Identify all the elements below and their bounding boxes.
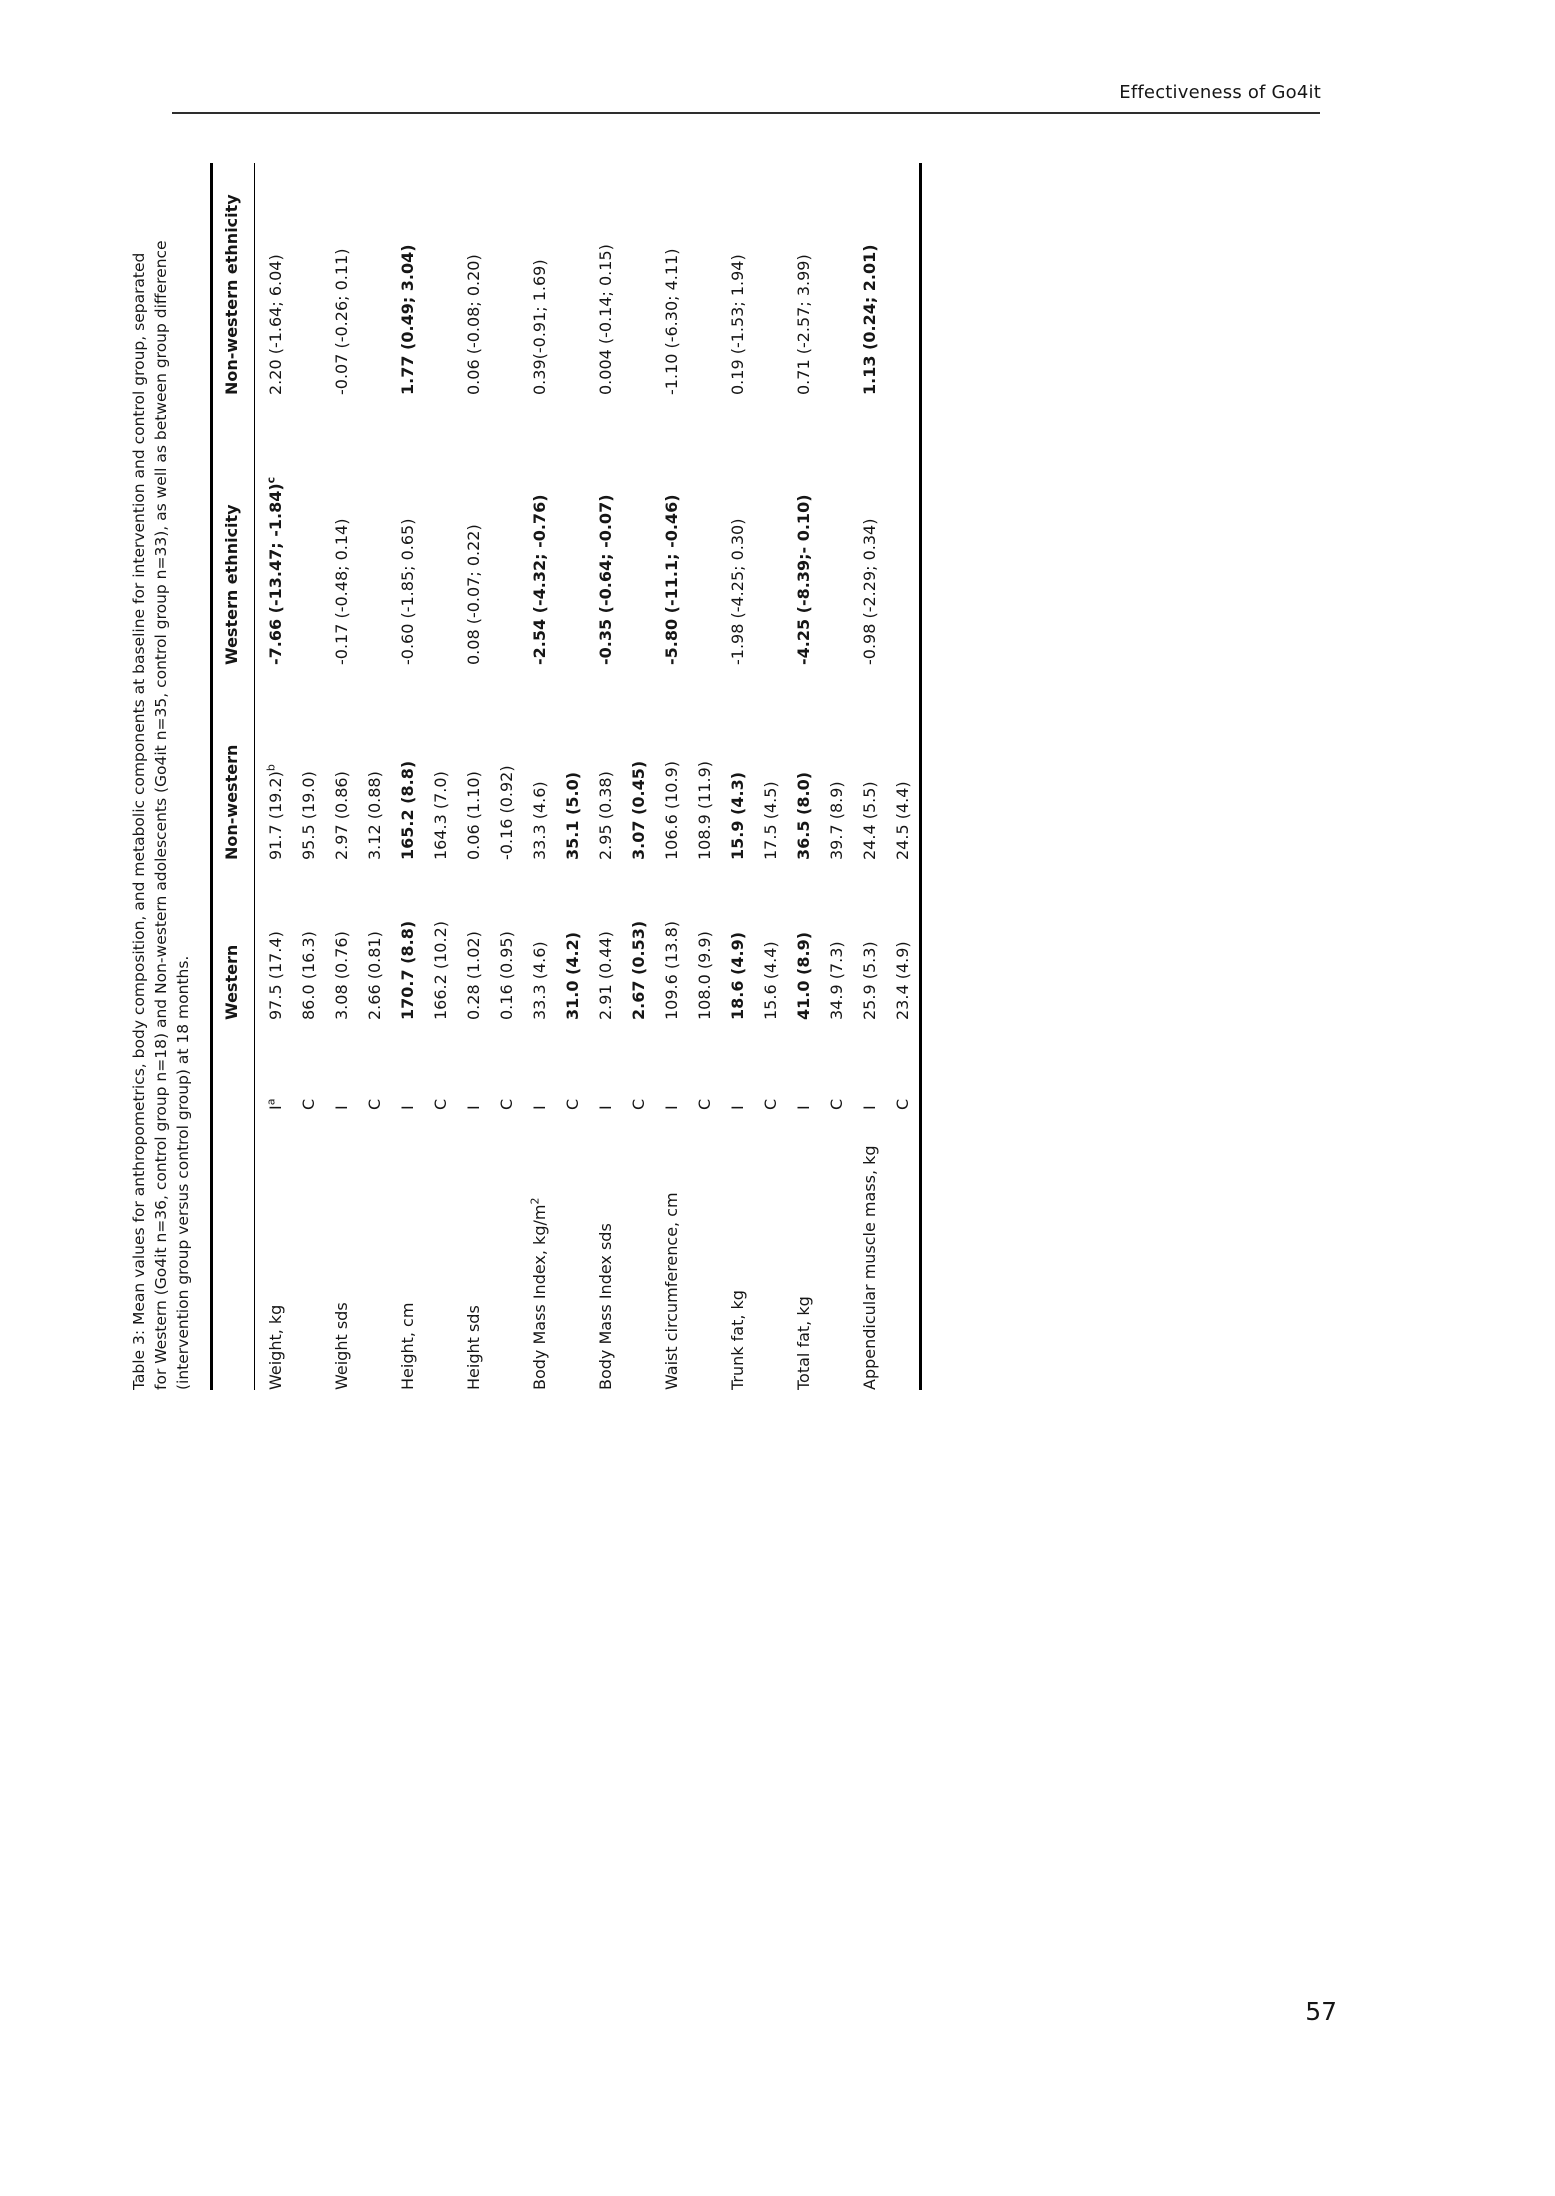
cell-western: 15.6 (4.4) (761, 941, 780, 1020)
cell-western-ethnicity (622, 395, 655, 665)
cell-non-western-ethnicity (754, 163, 787, 395)
cell-non-western-ethnicity (358, 163, 391, 395)
row-label-empty (886, 1110, 921, 1390)
cell-western-ethnicity (424, 395, 457, 665)
measure-row-control (886, 163, 921, 1390)
row-label: Total fat, kg (794, 1296, 813, 1390)
group-cell-intervention: I (398, 1105, 417, 1110)
cell-western: 2.66 (0.81) (365, 931, 384, 1020)
measure-row-intervention (655, 163, 688, 1390)
cell-non-western: 165.2 (8.8) (398, 760, 417, 860)
cell-non-western: 91.7 $(19.2)^b$ (264, 764, 285, 860)
cell-non-western-ethnicity (490, 163, 523, 395)
row-label-empty (292, 1110, 325, 1390)
cell-western-ethnicity: -0.35 (-0.64; -0.07) (596, 494, 615, 665)
measure-row-intervention (721, 163, 754, 1390)
cell-western-ethnicity: -0.17 (-0.48; 0.14) (332, 518, 351, 665)
measure-row-control (424, 163, 457, 1390)
header-cell-group-spacer (212, 1020, 255, 1110)
group-cell-intervention: I (728, 1105, 747, 1110)
cell-non-western: 2.95 (0.38) (596, 771, 615, 860)
cell-non-western-ethnicity (886, 163, 921, 395)
cell-western: 34.9 (7.3) (827, 941, 846, 1020)
cell-western: 109.6 (13.8) (662, 921, 681, 1020)
row-label-empty (622, 1110, 655, 1390)
cell-western: 86.0 (16.3) (299, 931, 318, 1020)
cell-non-western-ethnicity (622, 163, 655, 395)
measure-row-intervention (325, 163, 358, 1390)
footnote-marker: b (264, 764, 278, 772)
cell-non-western: 106.6 (10.9) (662, 761, 681, 860)
group-cell-control: C (695, 1098, 714, 1110)
measure-row-intervention (391, 163, 424, 1390)
row-label: Weight sds (332, 1302, 351, 1390)
group-cell-control: C (629, 1098, 648, 1110)
cell-western: 2.91 (0.44) (596, 931, 615, 1020)
row-label-empty (358, 1110, 391, 1390)
cell-non-western: 0.06 (1.10) (464, 771, 483, 860)
cell-western: 33.3 (4.6) (530, 941, 549, 1020)
group-cell-intervention: I (596, 1105, 615, 1110)
measure-row-intervention (523, 163, 556, 1390)
cell-non-western: 15.9 (4.3) (728, 771, 747, 860)
cell-non-western: 3.07 (0.45) (629, 760, 648, 860)
cell-non-western: 35.1 (5.0) (563, 771, 582, 860)
cell-western-ethnicity: 0.08 (-0.07; 0.22) (464, 524, 483, 665)
cell-non-western-ethnicity: 2.20 (-1.64; 6.04) (266, 254, 285, 395)
cell-western: 97.5 (17.4) (266, 931, 285, 1020)
row-label: Body Mass Index, $kg/m^2$ (528, 1197, 549, 1390)
cell-non-western: 36.5 (8.0) (794, 771, 813, 860)
header-rule (172, 112, 1320, 114)
group-cell-control: C (563, 1098, 582, 1110)
cell-non-western: 164.3 (7.0) (431, 771, 450, 860)
row-label: Body Mass Index sds (596, 1223, 615, 1390)
cell-non-western: 24.5 (4.4) (893, 781, 912, 860)
cell-western-ethnicity (556, 395, 589, 665)
caption-line: Table 3: Mean values for anthropometrics, body composition, and metabolic components at baseline for intervention and control group, separated (130, 252, 148, 1390)
group-cell-intervention: I (860, 1105, 879, 1110)
cell-western: 18.6 (4.9) (728, 931, 747, 1020)
header-western: Western (212, 860, 255, 1020)
measure-row-control (556, 163, 589, 1390)
measure-row-control (820, 163, 853, 1390)
cell-western-ethnicity: -1.98 (-4.25; 0.30) (728, 518, 747, 665)
cell-non-western-ethnicity: -0.07 (-0.26; 0.11) (332, 248, 351, 395)
cell-non-western: 3.12 (0.88) (365, 771, 384, 860)
row-label: Trunk fat, kg (728, 1290, 747, 1390)
cell-non-western-ethnicity: 0.71 (-2.57; 3.99) (794, 254, 813, 395)
cell-western-ethnicity: -5.80 (-11.1; -0.46) (662, 494, 681, 665)
cell-non-western: 33.3 (4.6) (530, 781, 549, 860)
cell-non-western: -0.16 (0.92) (497, 765, 516, 860)
row-label-empty (490, 1110, 523, 1390)
group-cell-intervention: I (332, 1105, 351, 1110)
measure-row-control (688, 163, 721, 1390)
cell-western: 0.16 (0.95) (497, 931, 516, 1020)
cell-non-western: 17.5 (4.5) (761, 781, 780, 860)
row-label-empty (424, 1110, 457, 1390)
cell-western: 41.0 (8.9) (794, 931, 813, 1020)
page-number: 57 (1305, 1997, 1337, 2026)
cell-non-western: 95.5 (19.0) (299, 771, 318, 860)
group-cell-control: C (761, 1098, 780, 1110)
caption-line: for Western (Go4it n=36, control group n=18) and Non-western adolescents (Go4it n=35, control group n=33), as well as between group difference (152, 240, 170, 1390)
group-cell-control: C (827, 1098, 846, 1110)
table-caption (128, 163, 194, 1390)
cell-western-ethnicity (490, 395, 523, 665)
measure-row-intervention (589, 163, 622, 1390)
measure-row-control (292, 163, 325, 1390)
group-cell-intervention: I (464, 1105, 483, 1110)
cell-western: 25.9 (5.3) (860, 941, 879, 1020)
cell-western-ethnicity (358, 395, 391, 665)
cell-non-western-ethnicity: 1.13 (0.24; 2.01) (860, 244, 879, 395)
cell-western-ethnicity: -2.54 (-4.32; -0.76) (530, 494, 549, 665)
row-label: Height, cm (398, 1302, 417, 1390)
cell-western: 23.4 (4.9) (893, 941, 912, 1020)
measure-row-intervention (787, 163, 820, 1390)
cell-non-western: 2.97 (0.86) (332, 771, 351, 860)
cell-western-ethnicity: -7.66 (-13.47; -1.84)$^c$ (264, 476, 285, 665)
measure-row-intervention (255, 163, 293, 1390)
cell-western: 170.7 (8.8) (398, 920, 417, 1020)
group-cell-control: C (431, 1098, 450, 1110)
cell-non-western-ethnicity: -1.10 (-6.30; 4.11) (662, 248, 681, 395)
group-cell-intervention: I (662, 1105, 681, 1110)
header-non-western-ethnicity: Non-western ethnicity (212, 163, 255, 395)
cell-non-western-ethnicity (820, 163, 853, 395)
cell-non-western-ethnicity: 0.004 (-0.14; 0.15) (596, 244, 615, 395)
cell-non-western-ethnicity: 0.06 (-0.08; 0.20) (464, 254, 483, 395)
measure-row-intervention (457, 163, 490, 1390)
footnote-marker: a (264, 1098, 278, 1106)
measure-row-intervention (853, 163, 886, 1390)
results-table (210, 163, 922, 1390)
cell-non-western-ethnicity (556, 163, 589, 395)
group-cell-control: C (893, 1098, 912, 1110)
group-cell-intervention: I (530, 1105, 549, 1110)
group-cell-control: C (365, 1098, 384, 1110)
cell-western: 166.2 (10.2) (431, 921, 450, 1020)
rotated-table-container (128, 163, 928, 1390)
cell-non-western: 108.9 (11.9) (695, 761, 714, 860)
table-body (255, 163, 921, 1390)
row-label: Weight, kg (266, 1304, 285, 1390)
cell-western-ethnicity (820, 395, 853, 665)
row-label-empty (820, 1110, 853, 1390)
cell-western: 2.67 (0.53) (629, 920, 648, 1020)
cell-western: 0.28 (1.02) (464, 931, 483, 1020)
measure-row-control (358, 163, 391, 1390)
measure-row-control (490, 163, 523, 1390)
cell-western: 108.0 (9.9) (695, 931, 714, 1020)
cell-western-ethnicity (886, 395, 921, 665)
header-cell-label-spacer (212, 1110, 255, 1390)
measure-row-control (622, 163, 655, 1390)
cell-western-ethnicity (292, 395, 325, 665)
cell-non-western-ethnicity: 0.39(-0.91; 1.69) (530, 259, 549, 395)
footnote-marker: c (264, 476, 278, 484)
running-header: Effectiveness of Go4it (1119, 82, 1321, 103)
group-cell-control: C (497, 1098, 516, 1110)
row-label: Appendicular muscle mass, kg (860, 1145, 879, 1390)
row-label: Height sds (464, 1305, 483, 1390)
caption-line: (intervention group versus control group) at 18 months. (174, 955, 192, 1390)
row-label-empty (688, 1110, 721, 1390)
cell-non-western-ethnicity (688, 163, 721, 395)
cell-western-ethnicity (754, 395, 787, 665)
row-label: Waist circumference, cm (662, 1192, 681, 1390)
cell-western: 31.0 (4.2) (563, 931, 582, 1020)
measure-row-control (754, 163, 787, 1390)
cell-non-western-ethnicity: 0.19 (-1.53; 1.94) (728, 254, 747, 395)
group-cell-control: C (299, 1098, 318, 1110)
header-non-western: Non-western (212, 665, 255, 860)
cell-western-ethnicity: -0.98 (-2.29; 0.34) (860, 518, 879, 665)
group-cell-intervention: $I^a$ (264, 1098, 285, 1110)
cell-western: 3.08 (0.76) (332, 931, 351, 1020)
row-label-empty (556, 1110, 589, 1390)
cell-non-western: 39.7 (8.9) (827, 781, 846, 860)
cell-non-western-ethnicity (424, 163, 457, 395)
cell-western-ethnicity: -0.60 (-1.85; 0.65) (398, 518, 417, 665)
group-cell-intervention: I (794, 1105, 813, 1110)
footnote-marker: 2 (528, 1197, 542, 1205)
cell-non-western-ethnicity: 1.77 (0.49; 3.04) (398, 244, 417, 395)
cell-non-western-ethnicity (292, 163, 325, 395)
header-western-ethnicity: Western ethnicity (212, 395, 255, 665)
cell-non-western: 24.4 (5.5) (860, 781, 879, 860)
cell-western-ethnicity (688, 395, 721, 665)
cell-western-ethnicity: -4.25 (-8.39;- 0.10) (794, 494, 813, 665)
row-label-empty (754, 1110, 787, 1390)
header-row (212, 163, 255, 1390)
